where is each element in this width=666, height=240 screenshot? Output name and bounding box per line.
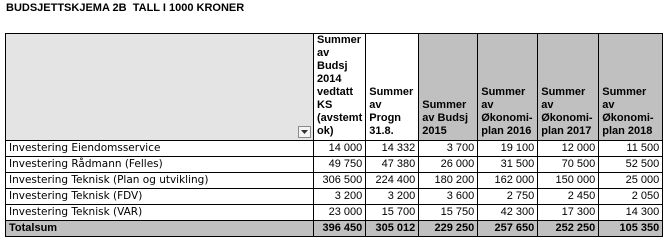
total-value: 105 350 [599,221,663,237]
cell-value: 23 000 [314,205,366,221]
cell-value: 180 200 [419,173,478,189]
header-okonomiplan-2018: Summer av Økonomi- plan 2018 [599,34,663,141]
row-label: Investering Teknisk (VAR) [6,205,314,221]
cell-value: 11 500 [599,141,663,157]
cell-value: 19 100 [478,141,538,157]
cell-value: 3 200 [366,189,419,205]
total-value: 305 012 [366,221,419,237]
total-row [6,221,663,237]
cell-value: 2 450 [538,189,599,205]
header-row [6,34,663,141]
cell-value: 3 600 [419,189,478,205]
cell-value: 15 700 [366,205,419,221]
header-budsj-2015: Summer av Budsj 2015 [419,34,478,141]
cell-value: 49 750 [314,157,366,173]
cell-value: 150 000 [538,173,599,189]
row-label: Investering Eiendomsservice [6,141,314,157]
cell-value: 14 332 [366,141,419,157]
budget-table [5,33,663,237]
total-value: 229 250 [419,221,478,237]
header-progn: Summer av Progn 31.8. [366,34,419,141]
row-label: Investering Teknisk (FDV) [6,189,314,205]
cell-value: 70 500 [538,157,599,173]
total-label: Totalsum [6,221,314,237]
table-row [6,173,663,189]
total-value: 257 650 [478,221,538,237]
cell-value: 3 200 [314,189,366,205]
cell-value: 162 000 [478,173,538,189]
cell-value: 12 000 [538,141,599,157]
row-label: Investering Teknisk (Plan og utvikling) [6,173,314,189]
dropdown-arrow-icon[interactable] [298,126,311,138]
cell-value: 47 380 [366,157,419,173]
cell-value: 3 700 [419,141,478,157]
cell-value: 224 400 [366,173,419,189]
cell-value: 25 000 [599,173,663,189]
cell-value: 2 750 [478,189,538,205]
cell-value: 42 300 [478,205,538,221]
cell-value: 26 000 [419,157,478,173]
cell-value: 17 300 [538,205,599,221]
header-okonomiplan-2017: Summer av Økonomi- plan 2017 [538,34,599,141]
table-row [6,189,663,205]
row-label-header [6,34,314,141]
cell-value: 14 000 [314,141,366,157]
header-budsj-2014: Summer av Budsj 2014 vedtatt KS (avstemt ok) [314,34,366,141]
table-row [6,157,663,173]
cell-value: 31 500 [478,157,538,173]
cell-value: 306 500 [314,173,366,189]
cell-value: 14 300 [599,205,663,221]
total-value: 252 250 [538,221,599,237]
table-row [6,141,663,157]
cell-value: 52 500 [599,157,663,173]
report-title: BUDSJETTSKJEMA 2B TALL I 1000 KRONER [6,2,245,14]
table-row [6,205,663,221]
header-okonomiplan-2016: Summer av Økonomi- plan 2016 [478,34,538,141]
cell-value: 2 050 [599,189,663,205]
total-value: 396 450 [314,221,366,237]
cell-value: 15 750 [419,205,478,221]
row-label: Investering Rådmann (Felles) [6,157,314,173]
